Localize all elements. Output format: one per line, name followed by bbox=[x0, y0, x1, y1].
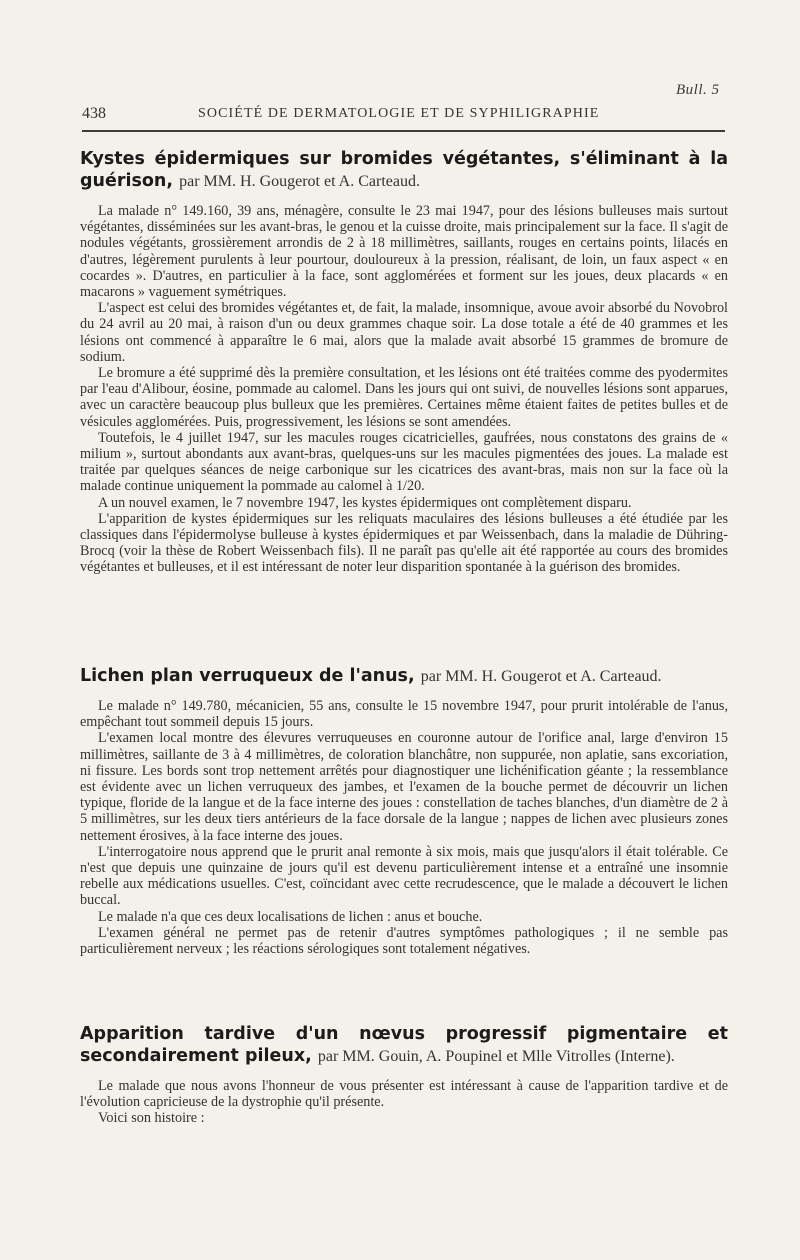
running-header bbox=[82, 105, 722, 123]
paragraph: L'interrogatoire nous apprend que le prurit anal remonte à six mois, mais que jusqu'alors il était tolérable. Ce n'est que depuis une quinzaine de jours qu'il est devenu particulièrement intense et a entraîné une insomnie rebelle aux médications usuelles. C'est, coïncidant avec cette recrudescence, que le malade a découvert le lichen buccal. bbox=[80, 843, 728, 909]
article-naevus bbox=[80, 1023, 728, 1127]
paragraph: L'examen général ne permet pas de retenir d'autres symptômes pathologiques ; il ne semble pas particulièrement nerveux ; les réactions sérologiques sont totalement négatives. bbox=[80, 924, 728, 958]
paragraph: Le malade que nous avons l'honneur de vous présenter est intéressant à cause de l'apparition tardive et de l'évolution capricieuse de la dystrophie qu'il présente. bbox=[80, 1078, 728, 1111]
paragraph: Le malade n'a que ces deux localisations de lichen : anus et bouche. bbox=[98, 908, 483, 925]
paragraph: Le bromure a été supprimé dès la première consultation, et les lésions ont été traitées comme des pyodermites par l'eau d'Alibour, éosine, pommade au calomel. Dans les jours qui ont suivi, de nouvelles lésions sont apparues, avec un caractère beaucoup plus bulleux que les premières. Certaines même étaient faites de petites bulles et de vésicules agglomérées. Puis, progressivement, les lésions se sont amendées. bbox=[80, 365, 728, 430]
page-number: 438 bbox=[82, 105, 106, 122]
paragraph: Voici son histoire : bbox=[98, 1110, 205, 1127]
paragraph: L'aspect est celui des bromides végétantes et, de fait, la malade, insomnique, avoue avoir absorbé du Novobrol du 24 avril au 20 mai, à raison d'un ou deux grammes chaque soir. La dose totale a été de 40 grammes et les lésions ont commencé à apparaître le 6 mai, alors que la malade avait absorbé 15 grammes de bromure de sodium. bbox=[80, 300, 728, 365]
article-kystes bbox=[80, 148, 728, 576]
paragraph: L'examen local montre des élevures verruqueuses en couronne autour de l'orifice anal, large d'environ 15 millimètres, saillante de 3 à 4 millimètres, de coloration blanchâtre, non suppurée, non aplatie, sans excoriation, ni fissure. Les bords sont trop nettement arrêtés pour diagnostiquer une lichénification géante ; la ressemblance est évidente avec un lichen verruqueux des jambes, et l'examen de la bouche permet de découvrir un lichen typique, floride de la langue et de la face interne des joues : constellation de taches blanches, d'un diamètre de 2 à 5 millimètres, sur les deux tiers antérieurs de la face dorsale de la langue ; nappes de lichen avec plusieurs zones nettement érosives, à la face interne des joues. bbox=[80, 730, 728, 844]
article-title-text: Kystes épidermiques sur bromides végétantes, s'éliminant à la guérison, bbox=[80, 149, 728, 191]
paragraph: A un nouvel examen, le 7 novembre 1947, les kystes épidermiques ont complètement disparu. bbox=[98, 494, 632, 511]
article-title bbox=[80, 148, 728, 193]
article-title-text: Lichen plan verruqueux de l'anus, bbox=[80, 666, 415, 686]
bulletin-tag: Bull. 5 bbox=[676, 82, 720, 98]
article-authors: par MM. H. Gougerot et A. Carteaud. bbox=[420, 668, 662, 685]
running-title: SOCIÉTÉ DE DERMATOLOGIE ET DE SYPHILIGRAPHIE bbox=[198, 106, 600, 121]
article-title bbox=[80, 1023, 728, 1068]
paragraph: Le malade n° 149.780, mécanicien, 55 ans, consulte le 15 novembre 1947, pour prurit intolérable de l'anus, empêchant tout sommeil depuis 15 jours. bbox=[80, 698, 728, 731]
article-authors: par MM. H. Gougerot et A. Carteaud. bbox=[179, 173, 420, 190]
paragraph: La malade n° 149.160, 39 ans, ménagère, consulte le 23 mai 1947, pour des lésions bulleuses mais surtout végétantes, disséminées sur les avant-bras, le genou et la cuisse droite, mais principalement sur la face. Il s'agit de nodules végétants, grossièrement arrondis de 2 à 18 millimètres, saillants, rouges en certains points, lilacés en d'autres, légèrement purulents à leur pourtour, douloureux à la pression, réalisant, de loin, un faux aspect « en cocardes ». D'autres, en particulier à la face, sont agglomérées et forment sur les joues, deux placards « en macarons » vaguement symétriques. bbox=[80, 203, 728, 301]
article-title bbox=[80, 665, 728, 688]
paragraph: L'apparition de kystes épidermiques sur les reliquats maculaires des lésions bulleuses a été étudiée par les classiques dans l'épidermolyse bulleuse à kystes épidermiques et par Weissenbach, dans la maladie de Dühring-Brocq (voir la thèse de Robert Weissenbach fils). Il ne paraît pas qu'elle ait été rapportée au cours des bromides végétantes et bulleuses, et il est intéressant de noter leur disparition spontanée à la guérison des bromides. bbox=[80, 510, 728, 576]
article-title-text: Apparition tardive d'un nœvus progressif pigmentaire et secondairement pileux, bbox=[80, 1024, 728, 1066]
article-authors: par MM. Gouin, A. Poupinel et Mlle Vitrolles (Interne). bbox=[317, 1048, 675, 1065]
article-lichen bbox=[80, 665, 728, 957]
header-rule bbox=[82, 130, 725, 132]
paragraph: Toutefois, le 4 juillet 1947, sur les macules rouges cicatricielles, gaufrées, nous constatons des grains de « milium », surtout abondants aux avant-bras, quelques-uns sur les macules pigmentées des joues. La malade est traitée par quelques séances de neige carbonique sur les cicatrices des avant-bras, mais non sur la face où la malade continue uniquement la pommade au calomel à 1/20. bbox=[80, 429, 728, 495]
